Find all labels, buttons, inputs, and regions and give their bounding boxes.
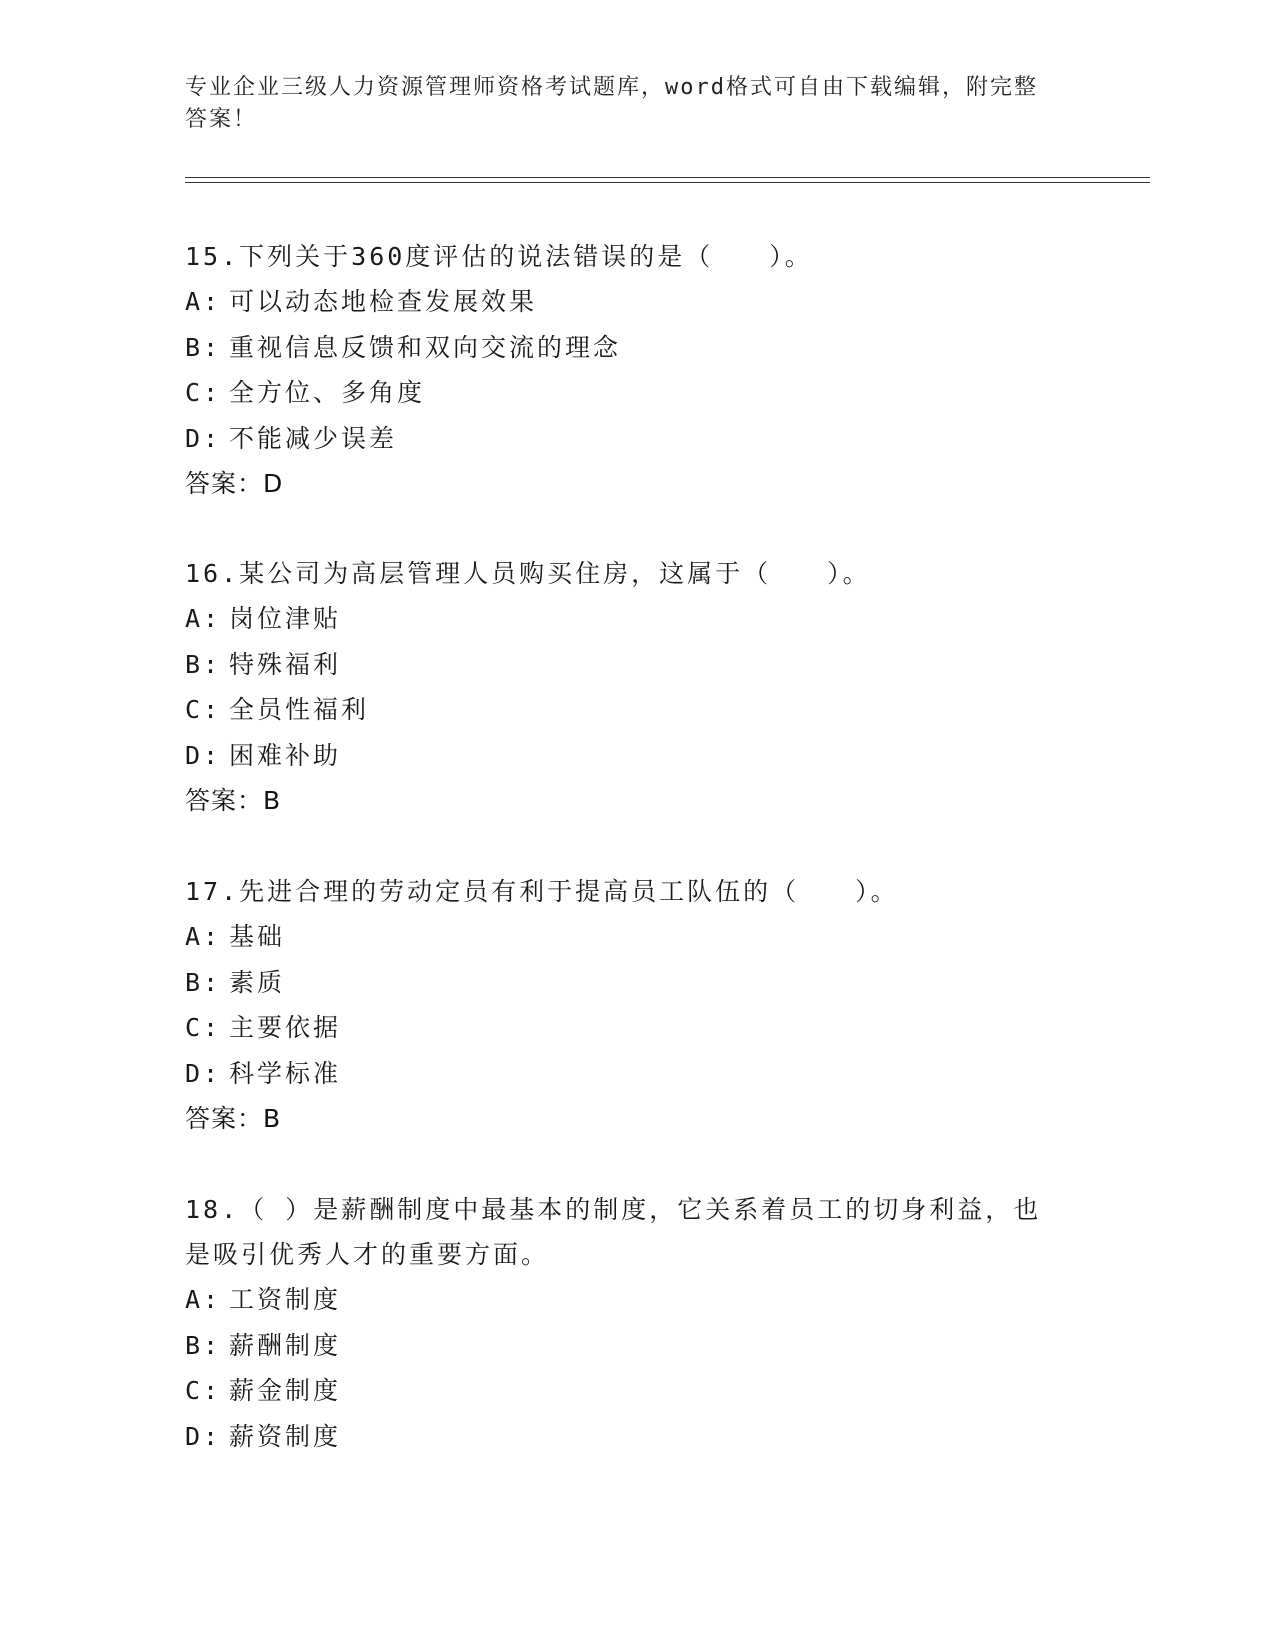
option-b bbox=[185, 325, 1085, 371]
option-letter: C: bbox=[185, 378, 222, 407]
option-text: 工资制度 bbox=[229, 1285, 342, 1314]
option-letter: B: bbox=[185, 332, 222, 362]
option-text: 薪金制度 bbox=[229, 1376, 342, 1405]
option-letter: D: bbox=[185, 1058, 222, 1088]
question-17 bbox=[185, 869, 1085, 1141]
option-c bbox=[185, 370, 1085, 416]
question-line-1 bbox=[185, 1187, 1085, 1232]
option-a bbox=[185, 596, 1085, 642]
option-letter: A: bbox=[185, 604, 222, 633]
question-15 bbox=[185, 234, 1085, 506]
option-d bbox=[185, 1414, 1085, 1460]
option-text: 全员性福利 bbox=[229, 695, 370, 724]
option-b bbox=[185, 642, 1085, 688]
option-text: 科学标准 bbox=[229, 1058, 342, 1088]
question-stem bbox=[185, 1187, 1085, 1277]
option-text: 素质 bbox=[229, 967, 286, 997]
option-c bbox=[185, 1368, 1085, 1414]
question-text: 下列关于360度评估的说法错误的是（ ）。 bbox=[239, 242, 813, 271]
answer-line: 答案：B bbox=[185, 1104, 282, 1133]
option-letter: A: bbox=[185, 1285, 222, 1314]
option-letter: A: bbox=[185, 922, 222, 951]
question-16 bbox=[185, 551, 1085, 823]
header-note-line-1: 专业企业三级人力资源管理师资格考试题库，word格式可自由下载编辑，附完整 bbox=[185, 75, 1038, 100]
option-letter: D: bbox=[185, 740, 222, 770]
option-text: 薪酬制度 bbox=[229, 1330, 342, 1360]
option-letter: C: bbox=[185, 695, 222, 724]
question-line-2: 是吸引优秀人才的重要方面。 bbox=[185, 1240, 550, 1269]
header-note-line-2: 答案！ bbox=[185, 107, 258, 132]
question-stem bbox=[185, 869, 1085, 914]
question-number: 17. bbox=[185, 877, 240, 906]
option-letter: B: bbox=[185, 967, 222, 997]
option-text: 不能减少误差 bbox=[229, 423, 398, 453]
option-text: 可以动态地检查发展效果 bbox=[229, 287, 538, 316]
option-letter: A: bbox=[185, 287, 222, 316]
question-number: 18. bbox=[185, 1195, 240, 1224]
option-a bbox=[185, 1277, 1085, 1323]
option-letter: D: bbox=[185, 1421, 222, 1451]
option-text: 基础 bbox=[229, 922, 286, 951]
answer-line: 答案：B bbox=[185, 786, 282, 815]
option-a bbox=[185, 279, 1085, 325]
option-letter: B: bbox=[185, 1330, 222, 1360]
option-d bbox=[185, 416, 1085, 462]
option-d bbox=[185, 1051, 1085, 1097]
option-c bbox=[185, 687, 1085, 733]
option-c bbox=[185, 1005, 1085, 1051]
question-text: （ ）是薪酬制度中最基本的制度，它关系着员工的切身利益，也 bbox=[239, 1195, 1042, 1224]
option-text: 薪资制度 bbox=[229, 1421, 342, 1451]
option-a bbox=[185, 914, 1085, 960]
option-text: 特殊福利 bbox=[229, 649, 342, 679]
question-number: 16. bbox=[185, 559, 240, 588]
header-rule-top bbox=[185, 177, 1150, 178]
question-18 bbox=[185, 1187, 1085, 1459]
question-stem bbox=[185, 234, 1085, 279]
option-letter: D: bbox=[185, 423, 222, 453]
option-b bbox=[185, 960, 1085, 1006]
option-b bbox=[185, 1323, 1085, 1369]
option-letter: C: bbox=[185, 1376, 222, 1405]
option-text: 岗位津贴 bbox=[229, 604, 342, 633]
option-letter: C: bbox=[185, 1013, 222, 1042]
question-text: 先进合理的劳动定员有利于提高员工队伍的（ ）。 bbox=[239, 877, 899, 906]
option-text: 全方位、多角度 bbox=[229, 378, 426, 407]
option-text: 主要依据 bbox=[229, 1013, 342, 1042]
question-number: 15. bbox=[185, 242, 240, 271]
option-text: 困难补助 bbox=[229, 740, 342, 770]
option-d bbox=[185, 733, 1085, 779]
answer-line: 答案：D bbox=[185, 469, 284, 498]
option-letter: B: bbox=[185, 649, 222, 679]
option-text: 重视信息反馈和双向交流的理念 bbox=[229, 332, 622, 362]
header-note bbox=[185, 72, 1065, 136]
question-stem bbox=[185, 551, 1085, 596]
header-rule-bottom bbox=[185, 182, 1150, 183]
question-text: 某公司为高层管理人员购买住房，这属于（ ）。 bbox=[239, 559, 871, 588]
